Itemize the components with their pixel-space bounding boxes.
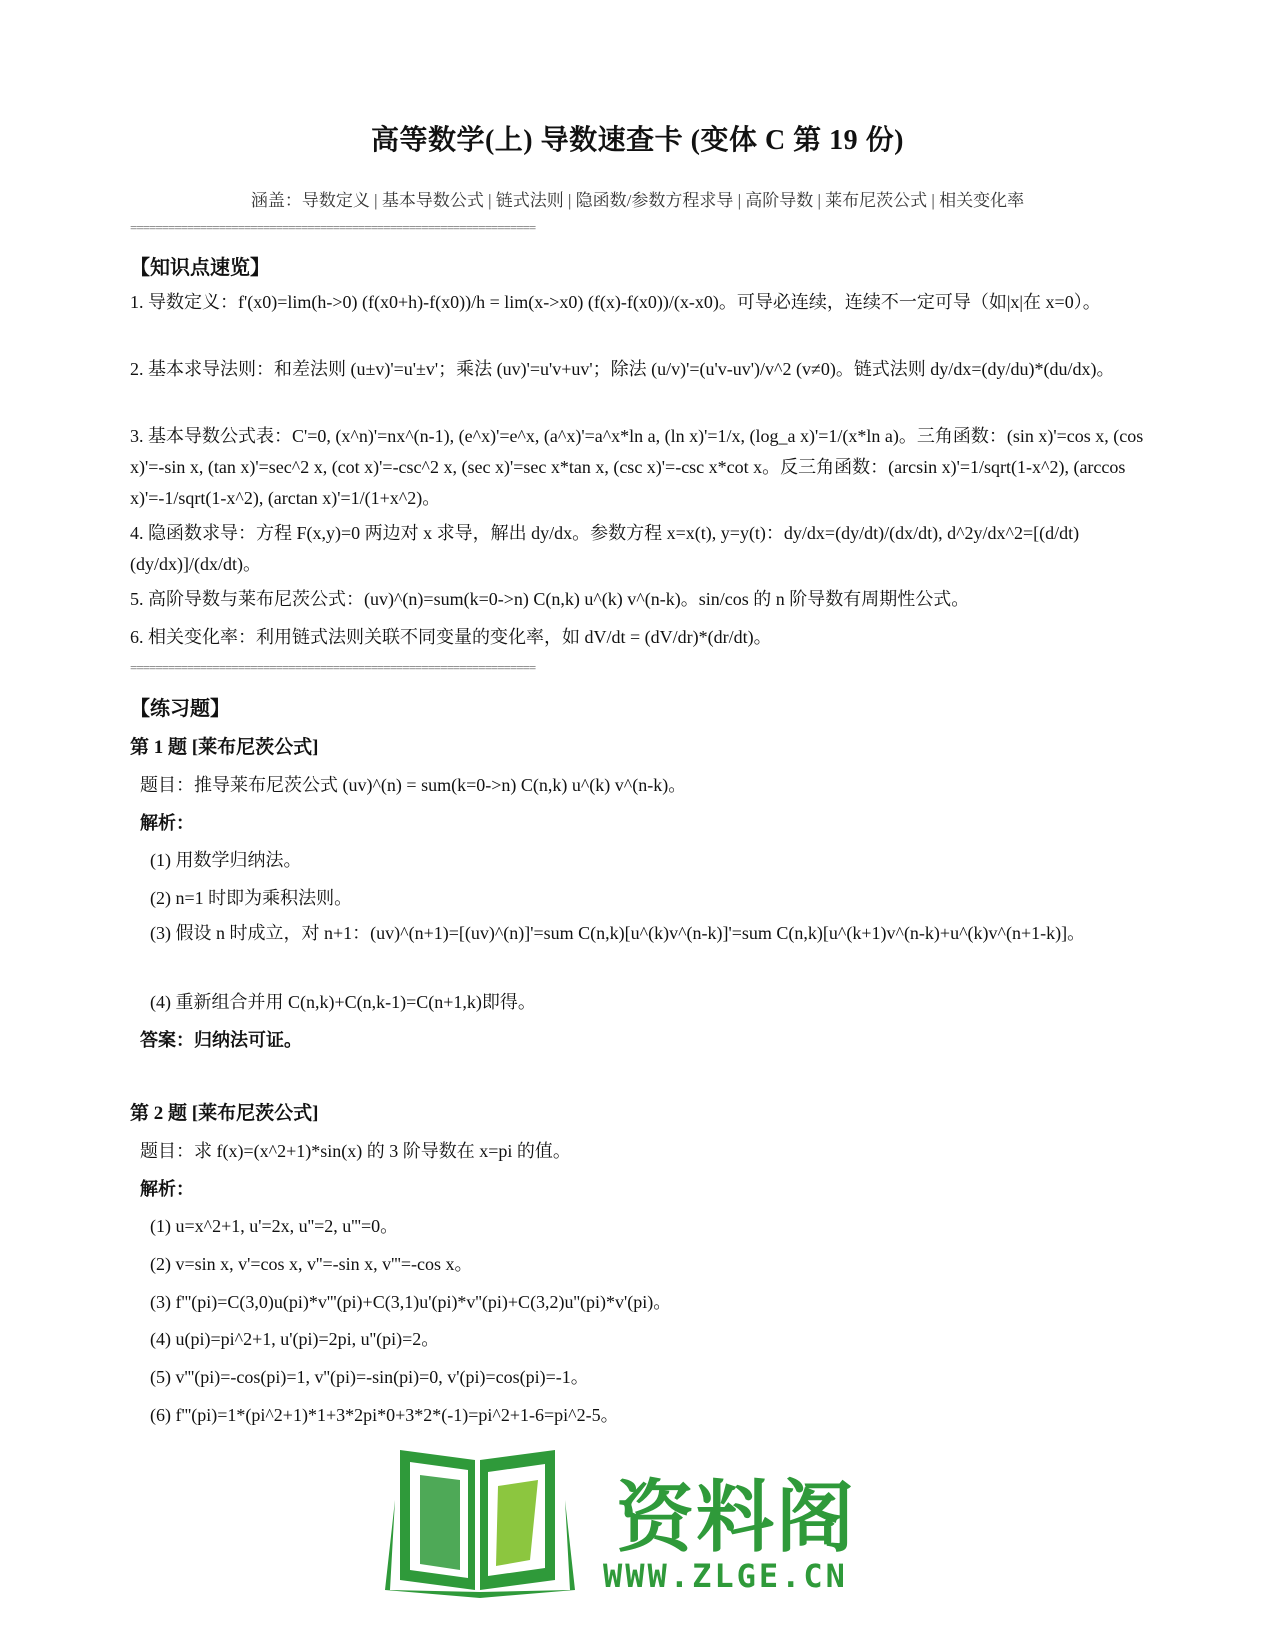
solution-step: (6) f'''(pi)=1*(pi^2+1)*1+3*2pi*0+3*2*(-1)=pi^2+1-6=pi^2-5。: [150, 1405, 619, 1425]
knowledge-item: 3. 基本导数公式表：C'=0, (x^n)'=nx^(n-1), (e^x)'=e^x, (a^x)'=a^x*ln a, (ln x)'=1/x, (log_a x)'=1/(x*ln a)。三角函数：(sin x)'=cos x, (cos x)'=-sin x, (tan x)'=sec^2 x, (cot x)'=-csc^2 x, (sec x)'=sec x*tan x, (csc x)'=-csc x*cot x。反三角函数：(arcsin x)'=1/sqrt(1-x^2), (arccos x)'=-1/sqrt(1-x^2), (arctan x)'=1/(1+x^2)。: [130, 426, 1144, 508]
divider-rule: ================================================================: [130, 220, 536, 235]
watermark-url: WWW.ZLGE.CN: [603, 1557, 848, 1595]
knowledge-item: 4. 隐函数求导：方程 F(x,y)=0 两边对 x 求导，解出 dy/dx。参数方程 x=x(t), y=y(t)：dy/dx=(dy/dt)/(dx/dt), d^2y/dx^2=[(d/dt)(dy/dx)]/(dx/dt)。: [130, 523, 1080, 574]
section-heading-practice: 【练习题】: [130, 698, 230, 720]
question-title: 第 1 题 [莱布尼茨公式]: [130, 737, 319, 758]
question-text: 题目：推导莱布尼茨公式 (uv)^(n) = sum(k=0->n) C(n,k) u^(k) v^(n-k)。: [140, 775, 687, 795]
solution-step: (4) 重新组合并用 C(n,k)+C(n,k-1)=C(n+1,k)即得。: [150, 992, 536, 1012]
solution-step: (3) f'''(pi)=C(3,0)u(pi)*v'''(pi)+C(3,1)u'(pi)*v''(pi)+C(3,2)u''(pi)*v'(pi)。: [150, 1292, 672, 1312]
book-icon: [380, 1440, 580, 1600]
knowledge-item: 2. 基本求导法则：和差法则 (u±v)'=u'±v'；乘法 (uv)'=u'v+uv'；除法 (u/v)'=(u'v-uv')/v^2 (v≠0)。链式法则 dy/dx=(dy/du)*(du/dx)。: [130, 359, 1115, 379]
knowledge-item: 5. 高阶导数与莱布尼茨公式：(uv)^(n)=sum(k=0->n) C(n,k) u^(k) v^(n-k)。sin/cos 的 n 阶导数有周期性公式。: [130, 589, 970, 609]
solution-step: (2) n=1 时即为乘积法则。: [150, 888, 353, 908]
watermark-brand: 资料阁: [616, 1473, 857, 1563]
section-heading-knowledge: 【知识点速览】: [130, 257, 270, 279]
analysis-label: 解析：: [140, 813, 194, 833]
solution-step: (1) 用数学归纳法。: [150, 850, 302, 870]
question-text: 题目：求 f(x)=(x^2+1)*sin(x) 的 3 阶导数在 x=pi 的值。: [140, 1141, 571, 1161]
document-subtitle: 涵盖：导数定义 | 基本导数公式 | 链式法则 | 隐函数/参数方程求导 | 高阶导数 | 莱布尼茨公式 | 相关变化率: [250, 191, 1025, 210]
solution-step: (3) 假设 n 时成立，对 n+1：(uv)^(n+1)=[(uv)^(n)]'=sum C(n,k)[u^(k)v^(n-k)]'=sum C(n,k)[u^(k+1)v^(n-k)+u^(k)v^(n+1-k)]。: [150, 923, 1086, 943]
knowledge-item: 6. 相关变化率：利用链式法则关联不同变量的变化率，如 dV/dt = (dV/dr)*(dr/dt)。: [130, 627, 772, 647]
solution-step: (4) u(pi)=pi^2+1, u'(pi)=2pi, u''(pi)=2。: [150, 1329, 440, 1349]
question-title: 第 2 题 [莱布尼茨公式]: [130, 1103, 319, 1124]
watermark-logo: [398, 1445, 878, 1610]
knowledge-item: 1. 导数定义：f'(x0)=lim(h->0) (f(x0+h)-f(x0))/h = lim(x->x0) (f(x)-f(x0))/(x-x0)。可导必连续，连续不一定可导（如|x|在 x=0）。: [130, 292, 1101, 312]
document-title: 高等数学(上) 导数速查卡 (变体 C 第 19 份): [370, 125, 905, 156]
solution-step: (2) v=sin x, v'=cos x, v''=-sin x, v'''=-cos x。: [150, 1254, 473, 1274]
solution-step: (5) v'''(pi)=-cos(pi)=1, v''(pi)=-sin(pi)=0, v'(pi)=cos(pi)=-1。: [150, 1367, 589, 1387]
divider-rule: ================================================================: [130, 660, 536, 675]
answer-text: 答案：归纳法可证。: [140, 1030, 302, 1050]
solution-step: (1) u=x^2+1, u'=2x, u''=2, u'''=0。: [150, 1216, 399, 1236]
analysis-label: 解析：: [140, 1179, 194, 1199]
